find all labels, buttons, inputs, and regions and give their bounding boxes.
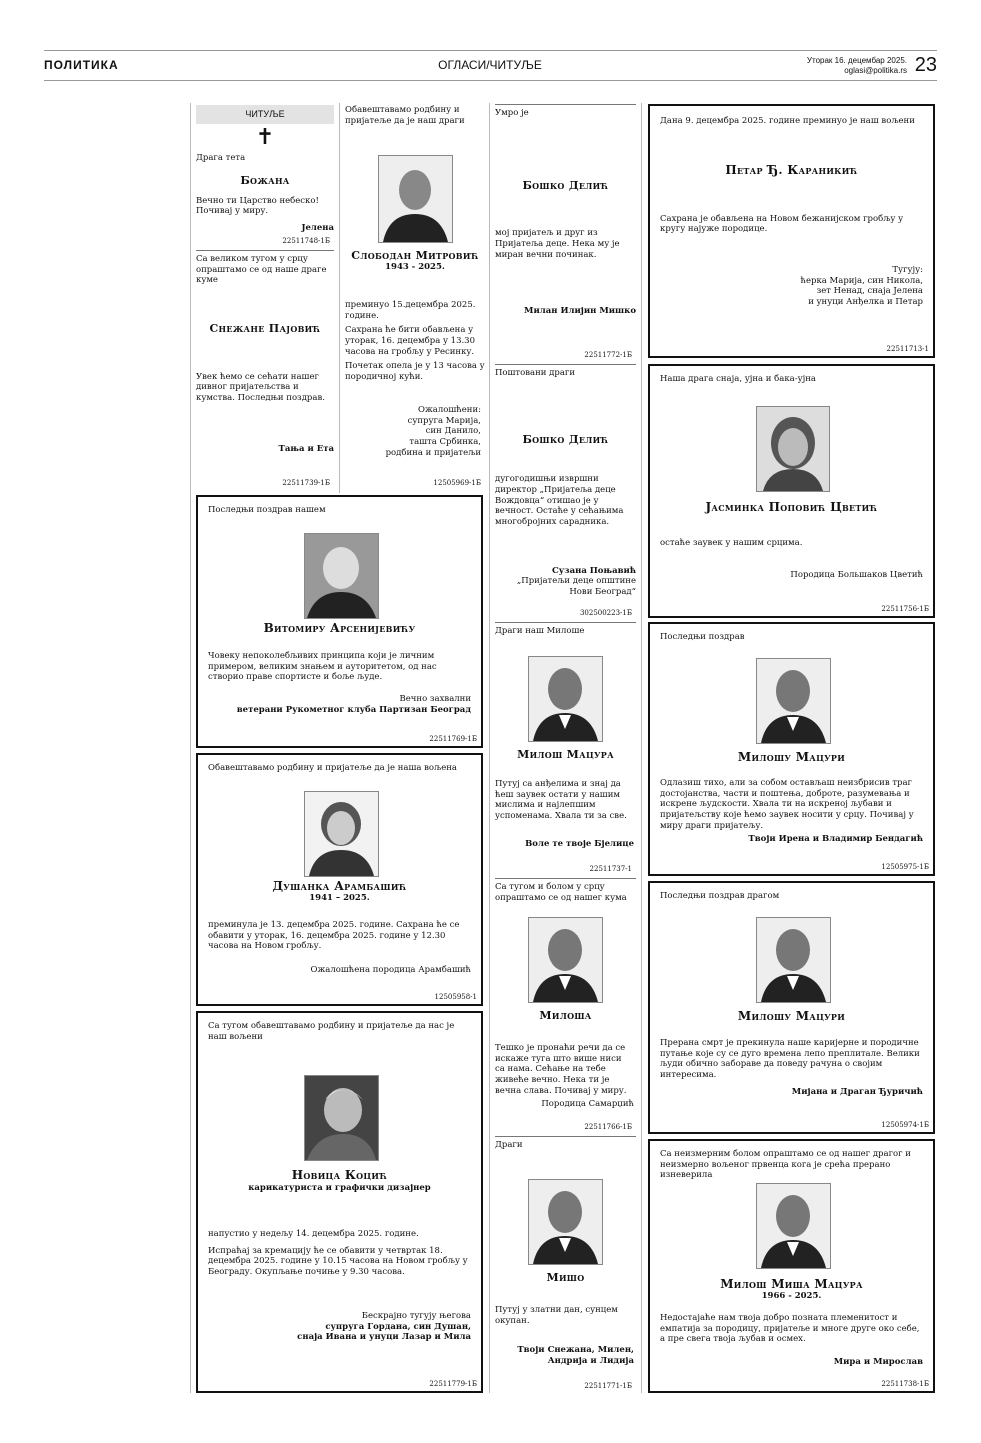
- signers: [495, 566, 636, 598]
- signers-line: и унуци Анђелка и Петар: [808, 296, 923, 307]
- signers: Ожалошћена породица Арамбашић: [310, 965, 471, 975]
- ad-code: 22511766-1Б: [584, 1123, 632, 1132]
- portrait-silhouette-icon: [529, 657, 602, 741]
- signers: Воле те твоје Бјелице: [525, 839, 634, 849]
- subtitle: карикатуриста и графички дизајнер: [248, 1183, 431, 1193]
- column-rule: [190, 103, 191, 1393]
- notice-text: Сахрана ће бити обављена у уторак, 16. децембра у 13.30 часова на гробљу у Ресинку.: [345, 325, 476, 357]
- ad-code: 12505975-1Б: [881, 863, 929, 872]
- deceased-name: Јасминка Поповић Цветић: [705, 500, 878, 514]
- notice-slobodan: [345, 105, 485, 490]
- contact-email[interactable]: oglasi@politika.rs: [844, 65, 907, 75]
- notice-text: остаће заувек у нашим срцима.: [660, 538, 803, 548]
- portrait-photo: [304, 791, 379, 877]
- signers-line: супруга Гордана, син Душан,: [325, 1321, 471, 1332]
- notice-text: Увек ћемо се сећати нашег дивног пријатељства и кумства. Последњи поздрав.: [196, 371, 325, 403]
- signers-line: ташта Србинка,: [409, 436, 481, 447]
- signers: [517, 1345, 634, 1366]
- signers: Тања и Ета: [278, 443, 334, 454]
- notice-text: Одлазиш тихо, али за собом остављаш неизбрисив траг достојанства, части и поштења, доброте, разумевања и искрене људскости. Хвала ти на искреној љубави и пријатељству које ћемо заувек носити у срцу. Почивај у миру драги пријатељу.: [660, 778, 914, 831]
- notice-bosko-2: [495, 364, 636, 620]
- notice-text: Човеку непоколебљивих принципа који је личним примером, великим знањем и ауторитетом, од нас створио праве спортисте и боље људе.: [208, 651, 437, 683]
- life-years: 1941 – 2025.: [309, 893, 370, 903]
- column-rule: [339, 103, 340, 493]
- portrait-silhouette-icon: [757, 918, 830, 1002]
- notice-novica: [196, 1011, 483, 1393]
- notice-petar: [648, 104, 935, 358]
- ad-code: 22511713-1: [886, 345, 929, 354]
- signers: [237, 694, 471, 715]
- notice-text: преминула је 13. децембра 2025. године. Сахрана ће се обавити у уторак, 16. децембра 2025. године у 12.30 часова на Новом гробљу.: [208, 920, 460, 952]
- notice-text: Путуј у златни дан, сунцем окупан.: [495, 1305, 618, 1326]
- notice-text: Сахрана је обављена на Новом бежанијском гробљу у кругу најуже породице.: [660, 213, 904, 235]
- notice-text: Прерана смрт је прекинула наше каријерне и породичне путање које су се дуго времена лепо преплитале. Велики људи обично забораве да поведу рачуна о својим интересима.: [660, 1038, 920, 1080]
- notice-text: Тешко је пронаћи речи да се искаже туга што више ниси са нама. Сећање на тебе живеће вечно. Нека ти је вечна слава. Почивај у миру.: [495, 1043, 627, 1096]
- portrait-photo: [304, 533, 379, 619]
- cross-icon: ✝: [255, 125, 275, 151]
- header-date-block: [807, 56, 907, 75]
- notice-milos-misa: [648, 1139, 935, 1393]
- deceased-name: Витомиру Арсенијевићу: [263, 621, 416, 635]
- signers-line: ћерка Марија, син Никола,: [800, 275, 923, 286]
- notice-text: напустио у недељу 14. децембра 2025. године.: [208, 1229, 419, 1239]
- ad-code: 12505974-1Б: [881, 1121, 929, 1130]
- deceased-name: Милош Миша Мацура: [720, 1277, 863, 1291]
- portrait-photo: [378, 155, 453, 243]
- signers-line: Вечно захвални: [399, 694, 471, 704]
- signers-label: Ожалошћени:: [418, 405, 481, 415]
- portrait-silhouette-icon: [757, 1184, 830, 1268]
- notice-text: Путуј са анђелима и знај да ћеш заувек остати у нашим мислима и најлепшим успоменама. Хвала ти за све.: [495, 779, 627, 821]
- deceased-name: Милоша: [539, 1009, 592, 1022]
- masthead-logo[interactable]: ПОЛИТИКА: [44, 58, 119, 72]
- deceased-name: Милошу Мацури: [737, 1009, 846, 1023]
- deceased-name: Милошу Мацури: [737, 750, 846, 764]
- ad-code: 22511739-1Б: [282, 479, 330, 488]
- notice-intro: Наша драга снаја, ујна и бака-ујна: [660, 374, 816, 384]
- notice-intro: Последњи поздрав: [660, 632, 745, 642]
- portrait-photo: [528, 1179, 603, 1265]
- deceased-name: Божана: [240, 173, 290, 187]
- ad-code: 22511769-1Б: [429, 735, 477, 744]
- notice-snezana: [196, 250, 334, 490]
- notice-text: Вечно ти Царство небеско! Почивај у миру.: [196, 195, 319, 217]
- notice-text: Недостајаће нам твоја добро позната племенитост и емпатија за породицу, пријатеље и многе друге око себе, а пре свега твоја љубав и осмех.: [660, 1313, 920, 1345]
- ad-code: 22511748-1Б: [282, 237, 330, 246]
- notice-milos-mijana: [648, 881, 935, 1134]
- ad-code: 22511737-1: [589, 865, 632, 874]
- signers: [297, 1311, 471, 1343]
- signers-line: зет Ненад, снаја Јелена: [816, 286, 923, 297]
- portrait-photo: [756, 406, 830, 492]
- portrait-silhouette-icon: [529, 918, 602, 1002]
- notice-miso: [495, 1136, 636, 1393]
- signers: Мира и Мирослав: [833, 1357, 923, 1367]
- signers: Породица Самарџић: [541, 1099, 634, 1109]
- ad-code: 22511771-1Б: [584, 1382, 632, 1391]
- notice-intro: Са тугом и болом у срцу опраштамо се од нашег кума: [495, 882, 627, 903]
- ad-code: 22511756-1Б: [881, 605, 929, 614]
- notice-bozana: [196, 105, 334, 248]
- notice-bosko-1: [495, 104, 636, 362]
- portrait-silhouette-icon: [305, 1076, 378, 1160]
- deceased-name: Петар Ђ. Караникић: [725, 162, 858, 177]
- signers-line: Нови Београд“: [569, 586, 636, 597]
- ad-code: 12505958-1: [434, 993, 477, 1002]
- deceased-name: Милош Мацура: [517, 748, 614, 761]
- ad-code: 22511779-1Б: [429, 1380, 477, 1389]
- portrait-silhouette-icon: [757, 659, 830, 743]
- notice-milos-2: [495, 878, 636, 1134]
- header-bottom-rule: [44, 80, 937, 81]
- deceased-name: Бошко Делић: [522, 432, 609, 446]
- notice-vitomir: [196, 495, 483, 748]
- signers-line: Андрија и Лидија: [547, 1355, 634, 1366]
- notice-intro: Последњи поздрав нашем: [208, 505, 326, 515]
- deceased-name: Снежане Пајовић: [209, 321, 321, 335]
- notice-jasminka: [648, 364, 935, 618]
- signers-line: ветерани Рукометног клуба Партизан Београд: [236, 704, 471, 715]
- portrait-photo: [528, 917, 603, 1003]
- signers-line: Сузана Поњавић: [551, 565, 636, 576]
- notice-text: Испраћај за кремацију ће се обавити у четвртак 18. децембра 2025. године у 10.15 часова на Новом гробљу у Београду. Окупљање почиње у 9.30 часова.: [208, 1245, 468, 1277]
- signers-line: супруга Марија,: [407, 415, 481, 426]
- signers: Породица Большаков Цветић: [790, 570, 923, 580]
- section-heading: ЧИТУЉЕ: [196, 105, 334, 124]
- signers-line: син Данило,: [425, 426, 481, 437]
- notice-dusanka: [196, 753, 483, 1006]
- signers: Милан Илијин Мишко: [524, 306, 636, 317]
- portrait-photo: [756, 1183, 831, 1269]
- notice-intro: Обавештавамо родбину и пријатеље да је наша вољена: [208, 763, 457, 773]
- notice-intro: Драги: [495, 1140, 523, 1150]
- notice-text: преминуо 15.децембра 2025. године.: [345, 300, 476, 321]
- ad-code: 12505969-1Б: [433, 479, 481, 488]
- deceased-name: Бошко Делић: [522, 178, 609, 192]
- notice-intro: Дана 9. децембра 2025. године преминуо је наш вољени: [660, 116, 915, 126]
- signers: Јелена: [301, 222, 334, 233]
- notice-text: дугогодишњи извршни директор „Пријатеља деце Вождовца“ отишао је у вечност. Остаће у сећањима многобројних сарадника.: [495, 474, 624, 527]
- portrait-silhouette-icon: [305, 534, 378, 618]
- notice-milos-1: [495, 622, 636, 876]
- signers-line: Бескрајно тугују његова: [361, 1311, 471, 1321]
- notice-intro: Обавештавамо родбину и пријатеље да је наш драги: [345, 105, 465, 126]
- notice-text: Почетак опела је у 13 часова у породичној кући.: [345, 361, 485, 382]
- issue-date: Уторак 16. децембар 2025.: [806, 56, 907, 65]
- notice-intro: Последњи поздрав драгом: [660, 891, 780, 901]
- ad-code: 302500223-1Б: [579, 609, 632, 618]
- signers-line: „Пријатељи деце општине: [516, 576, 636, 587]
- signers-line: Твоји Снежана, Милен,: [517, 1345, 634, 1355]
- signers: [660, 265, 923, 308]
- deceased-name: Душанка Арамбашић: [272, 879, 407, 893]
- column-rule: [489, 103, 490, 1393]
- deceased-name: Слободан Митровић: [351, 249, 479, 262]
- ad-code: 22511738-1Б: [881, 1380, 929, 1389]
- portrait-silhouette-icon: [305, 792, 378, 876]
- signers: [386, 405, 481, 458]
- notice-intro: Умро је: [495, 108, 529, 118]
- life-years: 1966 - 2025.: [761, 1291, 822, 1301]
- life-years: 1943 - 2025.: [385, 262, 445, 272]
- portrait-photo: [756, 917, 831, 1003]
- notice-milos-irena: [648, 622, 935, 876]
- notice-intro: Драга тета: [196, 153, 246, 164]
- portrait-photo: [528, 656, 603, 742]
- ad-code: 22511772-1Б: [584, 351, 632, 360]
- signers: Мијана и Драган Ђуричић: [791, 1087, 923, 1097]
- section-title: ОГЛАСИ/ЧИТУЉЕ: [438, 58, 542, 72]
- portrait-photo: [304, 1075, 379, 1161]
- portrait-silhouette-icon: [757, 407, 829, 491]
- notice-intro: Са тугом обавештавамо родбину и пријатеље да нас је наш вољени: [208, 1021, 455, 1042]
- notice-intro: Драги наш Милоше: [495, 626, 585, 636]
- header-top-rule: [44, 50, 937, 51]
- signers-label: Тугују:: [892, 264, 923, 275]
- column-rule: [641, 103, 642, 1393]
- notice-intro: Са великом тугом у срцу опраштамо се од наше драге куме: [196, 254, 327, 286]
- page-number: 23: [914, 54, 937, 76]
- signers-line: снаја Ивана и унуци Лазар и Мила: [297, 1332, 471, 1343]
- deceased-name: Новица Коцић: [291, 1168, 388, 1182]
- deceased-name: Мишо: [546, 1271, 585, 1284]
- portrait-photo: [756, 658, 831, 744]
- notice-text: мој пријатељ и друг из Пријатеља деце. Нека му је миран вечни починак.: [495, 228, 620, 260]
- portrait-silhouette-icon: [379, 156, 452, 242]
- signers-line: родбина и пријатељи: [385, 447, 481, 458]
- portrait-silhouette-icon: [529, 1180, 602, 1264]
- signers: Твоји Ирена и Владимир Бендагић: [748, 834, 923, 844]
- notice-intro: Са неизмерним болом опраштамо се од нашег драгог и неизмерно вољеног првенца кога је срећа прерано изневерила: [660, 1149, 911, 1181]
- notice-intro: Поштовани драги: [495, 368, 575, 378]
